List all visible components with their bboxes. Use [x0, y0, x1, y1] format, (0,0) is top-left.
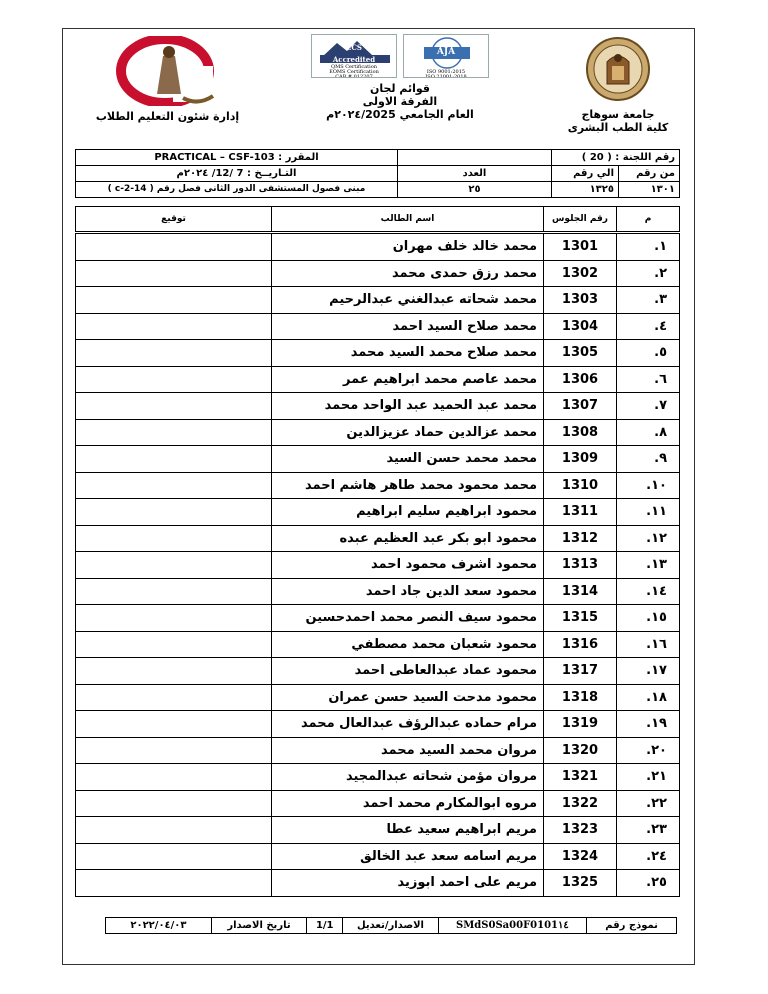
ecs-line2: EOMS Certification: [329, 69, 379, 75]
seat-number: 1307: [544, 393, 617, 420]
student-index: ٧.: [617, 393, 680, 420]
faculty-name: كلية الطب البشرى: [567, 121, 669, 134]
seat-number: 1315: [544, 605, 617, 632]
center-header: [300, 34, 500, 121]
signature-cell[interactable]: [76, 260, 272, 287]
seat-number: 1316: [544, 631, 617, 658]
aja-logo: [403, 34, 489, 78]
table-row: [76, 737, 680, 764]
aja-logo-text: AJA: [436, 47, 456, 57]
signature-cell[interactable]: [76, 499, 272, 526]
seat-number: 1324: [544, 843, 617, 870]
university-seal-icon: [585, 36, 651, 102]
department-name: إدارة شئون التعليم الطلاب: [95, 110, 240, 123]
seat-number: 1325: [544, 870, 617, 897]
seat-number: 1320: [544, 737, 617, 764]
student-name: مروان مؤمن شحاته عبدالمجيد: [272, 764, 544, 791]
seat-number: 1310: [544, 472, 617, 499]
from-label: من رقم: [619, 166, 680, 182]
student-name: مريم على احمد ابوزيد: [272, 870, 544, 897]
seat-number: 1319: [544, 711, 617, 738]
student-name: محمد محمد حسن السيد: [272, 446, 544, 473]
committee-info-table: [75, 149, 680, 198]
signature-cell[interactable]: [76, 340, 272, 367]
seat-number: 1301: [544, 233, 617, 261]
signature-cell[interactable]: [76, 631, 272, 658]
student-index: ٦.: [617, 366, 680, 393]
to-label: الي رقم: [552, 166, 619, 182]
ecs-line1: QMS Certification: [331, 64, 377, 70]
student-index: ١٢.: [617, 525, 680, 552]
info-empty-cell: [398, 150, 552, 166]
seat-number: 1323: [544, 817, 617, 844]
seat-number: 1313: [544, 552, 617, 579]
student-index: ١٤.: [617, 578, 680, 605]
seat-number: 1314: [544, 578, 617, 605]
signature-cell[interactable]: [76, 658, 272, 685]
aja-iso-line1: ISO 9001:2015: [426, 69, 466, 75]
student-name: محمود مدحت السيد حسن عمران: [272, 684, 544, 711]
seat-number: 1318: [544, 684, 617, 711]
signature-cell[interactable]: [76, 233, 272, 261]
edition-value: 1/1: [307, 918, 343, 934]
to-value: ١٣٢٥: [552, 182, 619, 198]
student-index: ٨.: [617, 419, 680, 446]
student-name: محمود سعد الدين جاد احمد: [272, 578, 544, 605]
student-index: ٢١.: [617, 764, 680, 791]
student-index: ٢.: [617, 260, 680, 287]
table-row: [76, 260, 680, 287]
student-name: محمود شعبان محمد مصطفي: [272, 631, 544, 658]
student-index: ٥.: [617, 340, 680, 367]
signature-cell[interactable]: [76, 419, 272, 446]
course-name: المقرر : PRACTICAL – CSF-103: [76, 150, 398, 166]
student-name: محمد رزق حمدى محمد: [272, 260, 544, 287]
student-name: مريم ابراهيم سعيد عطا: [272, 817, 544, 844]
count-value: ٢٥: [398, 182, 552, 198]
ecs-logo-text: ECS: [346, 43, 362, 52]
table-row: [76, 525, 680, 552]
ecs-logo: [311, 34, 397, 78]
edition-label: الاصدار/تعديل: [343, 918, 438, 934]
student-index: ١٩.: [617, 711, 680, 738]
table-row: [76, 790, 680, 817]
student-name: محمود اشرف محمود احمد: [272, 552, 544, 579]
form-number-value: SMdS0Sa00F0101١٤: [438, 918, 587, 934]
academic-year: العام الجامعي ٢٠٢٤/2025م: [326, 108, 474, 121]
seat-number: 1302: [544, 260, 617, 287]
signature-cell[interactable]: [76, 790, 272, 817]
signature-cell[interactable]: [76, 552, 272, 579]
signature-cell[interactable]: [76, 393, 272, 420]
issue-date-label: تاريخ الاصدار: [211, 918, 306, 934]
table-row: [76, 340, 680, 367]
student-name: محمود ابراهيم سليم ابراهيم: [272, 499, 544, 526]
signature-cell[interactable]: [76, 764, 272, 791]
signature-cell[interactable]: [76, 287, 272, 314]
seat-number: 1305: [544, 340, 617, 367]
signature-cell[interactable]: [76, 366, 272, 393]
form-number-label: نموذج رقم: [587, 918, 677, 934]
exam-location: مبنى فصول المستشفى الدور الثانى فصل رقم ( c-2-14 ): [76, 182, 398, 198]
table-row: [76, 578, 680, 605]
committee-number: رقم اللجنة : ( 20 ): [552, 150, 680, 166]
student-index: ١٦.: [617, 631, 680, 658]
student-name: محمد صلاح محمد السيد محمد: [272, 340, 544, 367]
students-table: [75, 206, 680, 897]
signature-cell[interactable]: [76, 817, 272, 844]
signature-cell[interactable]: [76, 525, 272, 552]
student-name: محمد عزالدين حماد عزيزالدين: [272, 419, 544, 446]
ecs-accredited-text: Accredited: [332, 55, 376, 64]
table-row: [76, 233, 680, 261]
university-name: جامعة سوهاج: [581, 108, 655, 121]
student-index: ١٧.: [617, 658, 680, 685]
signature-cell[interactable]: [76, 446, 272, 473]
seat-number: 1308: [544, 419, 617, 446]
table-row: [76, 499, 680, 526]
table-row: [76, 419, 680, 446]
table-row: [76, 764, 680, 791]
col-header-seat: رقم الجلوس: [544, 207, 617, 233]
seat-number: 1309: [544, 446, 617, 473]
table-row: [76, 870, 680, 897]
form-footer: [105, 917, 677, 934]
student-index: ٢٣.: [617, 817, 680, 844]
table-row: [76, 843, 680, 870]
table-row: [76, 366, 680, 393]
table-row: [76, 313, 680, 340]
student-index: ٢٠.: [617, 737, 680, 764]
student-index: ١٣.: [617, 552, 680, 579]
col-header-signature: توقيع: [76, 207, 272, 233]
student-index: ١١.: [617, 499, 680, 526]
signature-cell[interactable]: [76, 843, 272, 870]
student-name: محمد عبد الحميد عبد الواحد محمد: [272, 393, 544, 420]
student-name: محمد محمود محمد طاهر هاشم احمد: [272, 472, 544, 499]
student-index: ١.: [617, 233, 680, 261]
signature-cell[interactable]: [76, 313, 272, 340]
signature-cell[interactable]: [76, 472, 272, 499]
issue-date-value: ٢٠٢٢/٠٤/٠٣: [106, 918, 212, 934]
table-row: [76, 552, 680, 579]
table-row: [76, 817, 680, 844]
signature-cell[interactable]: [76, 605, 272, 632]
student-index: ١٥.: [617, 605, 680, 632]
ecs-line3: CAB # 012207: [335, 74, 373, 78]
student-name: محمود سيف النصر محمد احمدحسين: [272, 605, 544, 632]
seat-number: 1312: [544, 525, 617, 552]
student-index: ١٨.: [617, 684, 680, 711]
seat-number: 1306: [544, 366, 617, 393]
student-index: ١٠.: [617, 472, 680, 499]
table-row: [76, 446, 680, 473]
student-name: محمد صلاح السيد احمد: [272, 313, 544, 340]
seat-number: 1311: [544, 499, 617, 526]
table-row: [76, 684, 680, 711]
student-name: محمود عماد عبدالعاطى احمد: [272, 658, 544, 685]
department-logo-icon: [113, 36, 223, 106]
university-header: [563, 36, 673, 134]
signature-cell[interactable]: [76, 737, 272, 764]
student-index: ٣.: [617, 287, 680, 314]
exam-date: التـاريــخ : 7 /12/ ٢٠٢٤م: [76, 166, 398, 182]
student-index: ٢٢.: [617, 790, 680, 817]
student-name: مريم اسامه سعد عبد الخالق: [272, 843, 544, 870]
student-name: محمود ابو بكر عبد العظيم عبده: [272, 525, 544, 552]
table-row: [76, 605, 680, 632]
count-label: العدد: [398, 166, 552, 182]
student-name: محمد خالد خلف مهران: [272, 233, 544, 261]
student-index: ٢٤.: [617, 843, 680, 870]
seat-number: 1304: [544, 313, 617, 340]
year-group: الفرقة الاولى: [362, 95, 438, 108]
department-header: [95, 36, 240, 123]
col-header-index: م: [617, 207, 680, 233]
signature-cell[interactable]: [76, 870, 272, 897]
aja-iso-line2: ISO 21001:2018: [425, 74, 467, 78]
student-name: مروه ابوالمكارم محمد احمد: [272, 790, 544, 817]
table-row: [76, 631, 680, 658]
signature-cell[interactable]: [76, 711, 272, 738]
seat-number: 1322: [544, 790, 617, 817]
table-row: [76, 658, 680, 685]
col-header-name: اسم الطالب: [272, 207, 544, 233]
table-row: [76, 287, 680, 314]
signature-cell[interactable]: [76, 684, 272, 711]
signature-cell[interactable]: [76, 578, 272, 605]
table-row: [76, 393, 680, 420]
student-name: محمد شحاته عبدالغني عبدالرحيم: [272, 287, 544, 314]
seat-number: 1321: [544, 764, 617, 791]
student-name: مرام حماده عبدالرؤف عبدالعال محمد: [272, 711, 544, 738]
seat-number: 1303: [544, 287, 617, 314]
student-name: مروان محمد السيد محمد: [272, 737, 544, 764]
student-name: محمد عاصم محمد ابراهيم عمر: [272, 366, 544, 393]
page-title: قوائم لجان: [369, 82, 431, 95]
from-value: ١٣٠١: [619, 182, 680, 198]
seat-number: 1317: [544, 658, 617, 685]
table-row: [76, 711, 680, 738]
student-index: ٤.: [617, 313, 680, 340]
student-index: ٢٥.: [617, 870, 680, 897]
student-index: ٩.: [617, 446, 680, 473]
table-row: [76, 472, 680, 499]
